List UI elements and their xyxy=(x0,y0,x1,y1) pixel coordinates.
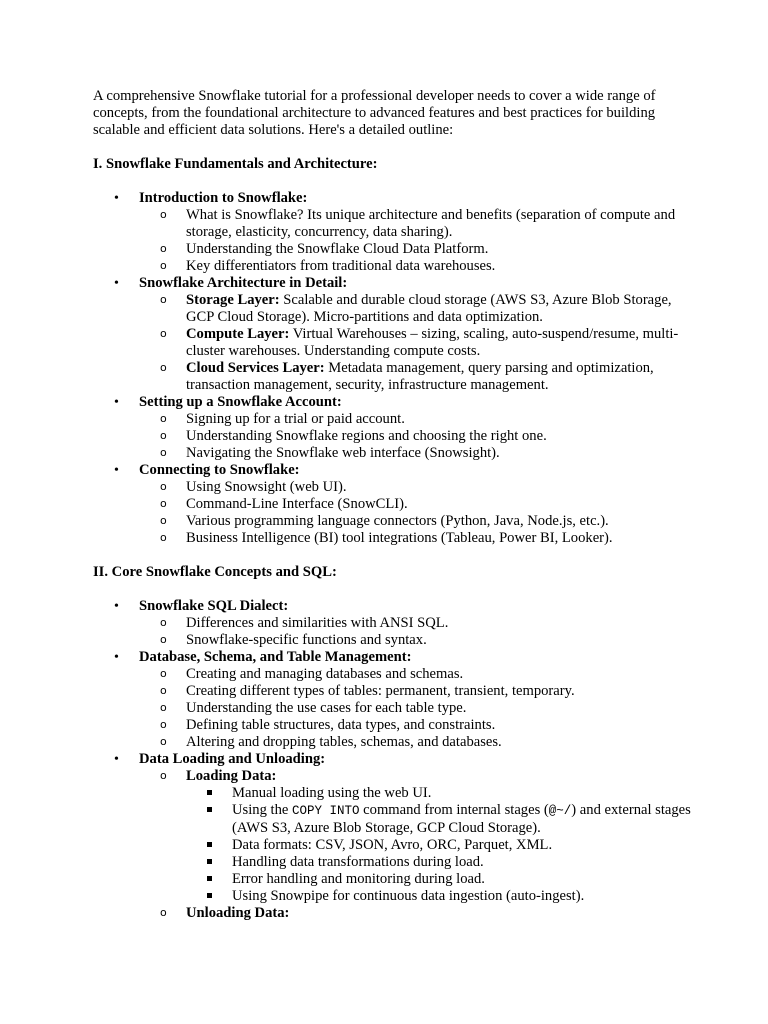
sub-list-item xyxy=(139,615,693,632)
sub-list-item xyxy=(139,513,693,530)
circle-bullet-icon: o xyxy=(160,242,167,255)
sub-sub-list-item xyxy=(186,854,693,871)
sub-item-text: Creating different types of tables: permanent, transient, temporary. xyxy=(186,683,575,699)
item-title: Setting up a Snowflake Account: xyxy=(139,394,342,410)
sub-list-item xyxy=(139,905,693,922)
circle-bullet-icon: o xyxy=(160,633,167,646)
circle-bullet-icon: o xyxy=(160,446,167,459)
sub-list-item xyxy=(139,632,693,649)
sub-item-text: Various programming language connectors (Python, Java, Node.js, etc.). xyxy=(186,513,609,529)
sub-list-item xyxy=(139,734,693,751)
sub-list-item xyxy=(139,666,693,683)
sub-sub-list-item xyxy=(186,837,693,854)
circle-bullet-icon: o xyxy=(160,497,167,510)
circle-bullet-icon: o xyxy=(160,906,167,919)
sub-sub-list xyxy=(186,785,693,905)
sub-item-label: Cloud Services Layer: xyxy=(186,360,325,376)
circle-bullet-icon: o xyxy=(160,412,167,425)
circle-bullet-icon: o xyxy=(160,429,167,442)
sub-list-item xyxy=(139,411,693,428)
item-title: Introduction to Snowflake: xyxy=(139,190,308,206)
square-bullet-icon xyxy=(207,876,212,881)
list-item xyxy=(93,394,693,462)
sub-list-item xyxy=(139,360,693,394)
sub-list-item xyxy=(139,496,693,513)
square-bullet-icon xyxy=(207,842,212,847)
sub-list-item xyxy=(139,717,693,734)
sub-item-text: Key differentiators from traditional data warehouses. xyxy=(186,258,496,274)
text-run: Using Snowpipe for continuous data ingestion (auto-ingest). xyxy=(232,888,585,904)
section-heading: II. Core Snowflake Concepts and SQL: xyxy=(93,564,337,580)
section-list xyxy=(93,598,693,922)
sub-list xyxy=(139,666,693,751)
bullet-icon: • xyxy=(114,599,119,614)
sub-item-text: Altering and dropping tables, schemas, and databases. xyxy=(186,734,502,750)
sub-item-text: Metadata management, query parsing and optimization, transaction management, security, infrastructure management. xyxy=(186,360,654,393)
item-title: Snowflake SQL Dialect: xyxy=(139,598,289,614)
inline-code: @~/ xyxy=(548,804,572,818)
circle-bullet-icon: o xyxy=(160,769,167,782)
item-title: Connecting to Snowflake: xyxy=(139,462,300,478)
list-item xyxy=(93,190,693,275)
circle-bullet-icon: o xyxy=(160,735,167,748)
text-run: Using the xyxy=(232,802,292,818)
circle-bullet-icon: o xyxy=(160,531,167,544)
list-item xyxy=(93,598,693,649)
text-run: Data formats: CSV, JSON, Avro, ORC, Parquet, XML. xyxy=(232,837,553,853)
sub-item-text: Understanding the Snowflake Cloud Data Platform. xyxy=(186,241,489,257)
circle-bullet-icon: o xyxy=(160,616,167,629)
document-page xyxy=(93,88,693,922)
sub-list-item xyxy=(139,428,693,445)
sub-list-item xyxy=(139,445,693,462)
sub-item-text: Defining table structures, data types, and constraints. xyxy=(186,717,496,733)
text-run: command from internal stages ( xyxy=(359,802,549,818)
sub-item-text: Signing up for a trial or paid account. xyxy=(186,411,405,427)
sub-list-item xyxy=(139,326,693,360)
bullet-icon: • xyxy=(114,463,119,478)
circle-bullet-icon: o xyxy=(160,480,167,493)
inline-code: COPY INTO xyxy=(292,804,360,818)
sub-sub-list-item xyxy=(186,888,693,905)
sub-item-text: Command-Line Interface (SnowCLI). xyxy=(186,496,408,512)
bullet-icon: • xyxy=(114,752,119,767)
list-item xyxy=(93,462,693,547)
sub-list-item xyxy=(139,530,693,547)
sub-list xyxy=(139,615,693,649)
text-run: ) and external stages (AWS S3, Azure Blob Storage, GCP Cloud Storage). xyxy=(232,802,691,836)
sub-item-text: Business Intelligence (BI) tool integrations (Tableau, Power BI, Looker). xyxy=(186,530,613,546)
section-heading: I. Snowflake Fundamentals and Architecture: xyxy=(93,156,378,172)
square-bullet-icon xyxy=(207,859,212,864)
sub-list xyxy=(139,292,693,394)
circle-bullet-icon: o xyxy=(160,684,167,697)
bullet-icon: • xyxy=(114,191,119,206)
sections-container xyxy=(93,156,693,922)
sub-list-item xyxy=(139,207,693,241)
item-title: Data Loading and Unloading: xyxy=(139,751,326,767)
circle-bullet-icon: o xyxy=(160,667,167,680)
circle-bullet-icon: o xyxy=(160,259,167,272)
sub-item-text: What is Snowflake? Its unique architecture and benefits (separation of compute and storage, elasticity, concurrency, data sharing). xyxy=(186,207,676,240)
sub-item-text: Understanding the use cases for each table type. xyxy=(186,700,467,716)
bullet-icon: • xyxy=(114,650,119,665)
sub-list-item xyxy=(139,241,693,258)
square-bullet-icon xyxy=(207,893,212,898)
sub-item-label: Unloading Data: xyxy=(186,905,290,921)
list-item xyxy=(93,751,693,922)
list-item xyxy=(93,275,693,394)
sub-sub-list-item xyxy=(186,802,693,837)
sub-list xyxy=(139,411,693,462)
sub-list-item xyxy=(139,479,693,496)
sub-item-text: Navigating the Snowflake web interface (Snowsight). xyxy=(186,445,500,461)
sub-item-text: Scalable and durable cloud storage (AWS S3, Azure Blob Storage, GCP Cloud Storage). Micro-partitions and data optimization. xyxy=(186,292,672,325)
sub-item-text: Virtual Warehouses – sizing, scaling, auto-suspend/resume, multi-cluster warehouses. Understanding compute costs. xyxy=(186,326,679,359)
section-list xyxy=(93,190,693,547)
sub-list xyxy=(139,207,693,275)
item-title: Snowflake Architecture in Detail: xyxy=(139,275,348,291)
sub-item-label: Compute Layer: xyxy=(186,326,290,342)
bullet-icon: • xyxy=(114,276,119,291)
text-run: Handling data transformations during load. xyxy=(232,854,484,870)
bullet-icon: • xyxy=(114,395,119,410)
list-item xyxy=(93,649,693,751)
sub-item-label: Loading Data: xyxy=(186,768,277,784)
circle-bullet-icon: o xyxy=(160,293,167,306)
circle-bullet-icon: o xyxy=(160,514,167,527)
sub-list xyxy=(139,479,693,547)
sub-list-item xyxy=(139,683,693,700)
sub-item-text: Differences and similarities with ANSI SQL. xyxy=(186,615,449,631)
sub-sub-list-item xyxy=(186,785,693,802)
circle-bullet-icon: o xyxy=(160,361,167,374)
sub-list-item xyxy=(139,292,693,326)
circle-bullet-icon: o xyxy=(160,701,167,714)
square-bullet-icon xyxy=(207,807,212,812)
sub-list-item xyxy=(139,258,693,275)
sub-item-text: Snowflake-specific functions and syntax. xyxy=(186,632,427,648)
text-run: Manual loading using the web UI. xyxy=(232,785,432,801)
sub-item-text: Using Snowsight (web UI). xyxy=(186,479,347,495)
sub-item-text: Understanding Snowflake regions and choosing the right one. xyxy=(186,428,547,444)
square-bullet-icon xyxy=(207,790,212,795)
text-run: Error handling and monitoring during load. xyxy=(232,871,485,887)
sub-sub-list-item xyxy=(186,871,693,888)
circle-bullet-icon: o xyxy=(160,327,167,340)
sub-item-label: Storage Layer: xyxy=(186,292,280,308)
sub-item-text: Creating and managing databases and schemas. xyxy=(186,666,464,682)
circle-bullet-icon: o xyxy=(160,208,167,221)
sub-list-item xyxy=(139,768,693,905)
sub-list xyxy=(139,768,693,922)
circle-bullet-icon: o xyxy=(160,718,167,731)
item-title: Database, Schema, and Table Management: xyxy=(139,649,412,665)
intro-paragraph: A comprehensive Snowflake tutorial for a professional developer needs to cover a wide range of concepts, from the foundational architecture to advanced features and best practices for building scalable and efficient data solutions. Here's a detailed outline: xyxy=(93,88,656,138)
sub-list-item xyxy=(139,700,693,717)
